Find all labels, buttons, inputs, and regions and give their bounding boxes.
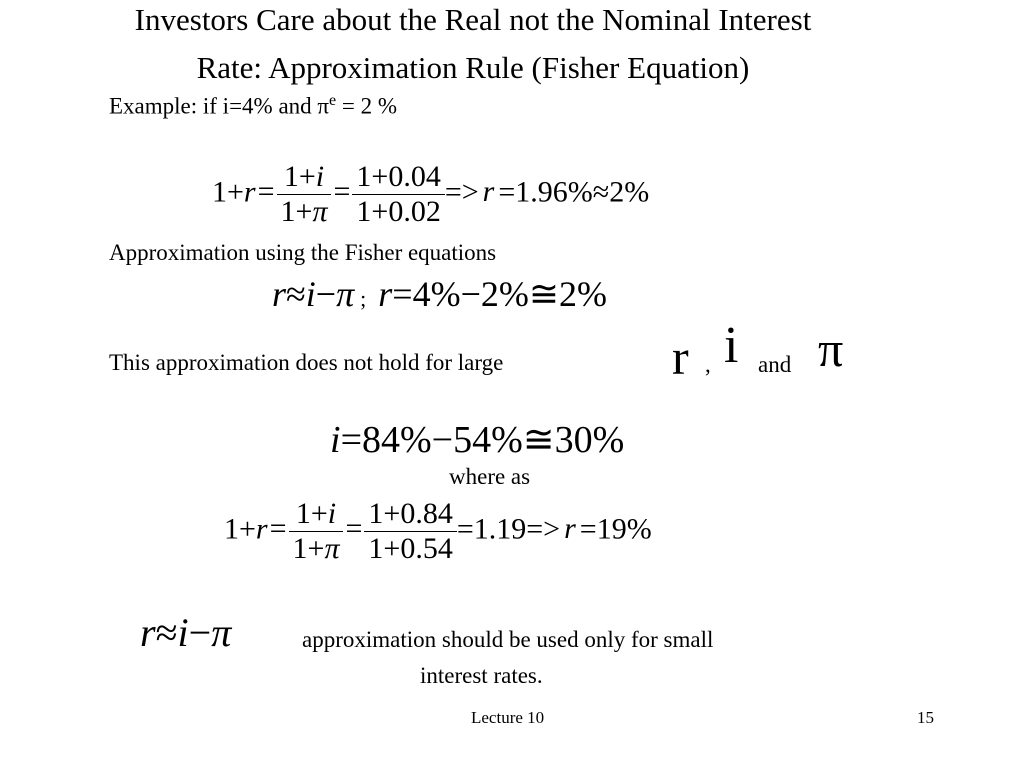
eq1-frac2-num: 1+0.04 xyxy=(356,160,441,193)
eq2-r: r xyxy=(272,274,287,314)
large-rates-text: This approximation does not hold for large xyxy=(109,350,504,375)
eq2-minus: − xyxy=(315,274,337,314)
equation-large-example xyxy=(330,418,624,462)
eq4-frac1-den-one-plus: 1+ xyxy=(292,532,325,565)
large-pi: π xyxy=(818,321,844,377)
eq4-fraction-numeric xyxy=(364,497,456,566)
eq4-lhs-one-plus: 1+ xyxy=(224,512,256,546)
example-superscript-e: e xyxy=(329,92,337,109)
slide-title xyxy=(0,0,946,92)
where-as-text: where as xyxy=(449,464,531,489)
example-suffix: = 2 % xyxy=(341,93,398,119)
eq4-fraction-symbolic xyxy=(289,497,344,566)
eq1-equals-2: = xyxy=(333,175,351,209)
example-pi: π xyxy=(317,93,330,119)
eq1-lhs-r: r xyxy=(243,175,256,209)
equation-approx-final xyxy=(140,610,231,656)
large-and: and xyxy=(758,352,792,377)
eq4-result-b: =19% xyxy=(579,512,652,546)
final-r: r xyxy=(140,610,156,655)
eq2-r2: r xyxy=(378,274,393,314)
eq1-frac1-num-i: i xyxy=(315,160,325,193)
title-line-2: Rate: Approximation Rule (Fisher Equation) xyxy=(196,50,750,85)
example-line xyxy=(109,92,397,120)
eq3-i: i xyxy=(330,419,341,461)
equation-approx-1 xyxy=(272,273,607,320)
eq1-frac1-den-pi: π xyxy=(312,195,328,228)
eq2-separator: ; xyxy=(360,286,367,311)
large-comma: , xyxy=(705,352,711,377)
equation-exact-1 xyxy=(212,160,649,229)
eq1-fraction-numeric xyxy=(352,160,444,229)
eq4-frac2-num: 1+0.84 xyxy=(368,497,453,530)
eq1-frac2-den: 1+0.02 xyxy=(352,194,444,229)
final-text-line-2: interest rates. xyxy=(420,663,543,688)
eq1-equals: = xyxy=(257,175,275,209)
eq1-frac1-den-one-plus: 1+ xyxy=(280,195,313,228)
example-prefix: Example: if i=4% and xyxy=(109,93,312,119)
eq4-equals-2: = xyxy=(345,512,363,546)
eq4-equals: = xyxy=(269,512,287,546)
title-line-1: Investors Care about the Real not the Nominal Interest xyxy=(134,2,812,37)
eq4-result-a: =1.19=> xyxy=(456,512,561,546)
eq1-r: r xyxy=(482,175,495,209)
eq1-result: =1.96%≈2% xyxy=(498,175,650,209)
eq3-rest: =84%−54%≅30% xyxy=(340,419,625,461)
footer-page-number: 15 xyxy=(917,708,934,727)
eq1-implies: => xyxy=(444,175,479,209)
final-pi: π xyxy=(211,610,232,655)
eq4-frac1-num-i: i xyxy=(327,497,337,530)
equation-exact-2 xyxy=(224,497,652,566)
eq1-fraction-symbolic xyxy=(277,160,332,229)
large-r: r xyxy=(672,329,689,385)
eq4-frac2-den: 1+0.54 xyxy=(364,531,456,566)
large-i: i xyxy=(724,317,739,374)
eq2-rest: =4%−2%≅2% xyxy=(392,274,608,314)
eq4-frac1-den-pi: π xyxy=(324,532,340,565)
eq4-frac1-num-one-plus: 1+ xyxy=(295,497,328,530)
eq2-approx: ≈ xyxy=(286,274,306,314)
fisher-heading: Approximation using the Fisher equations xyxy=(109,240,497,265)
footer-lecture: Lecture 10 xyxy=(471,708,545,727)
final-i: i xyxy=(177,610,189,655)
eq2-pi: π xyxy=(336,274,355,314)
eq1-frac1-num-one-plus: 1+ xyxy=(283,160,316,193)
eq4-lhs-r: r xyxy=(255,512,268,546)
final-minus: − xyxy=(188,610,212,655)
final-text-line-1: approximation should be used only for small xyxy=(302,627,714,652)
eq4-r: r xyxy=(564,512,576,546)
eq2-i: i xyxy=(305,274,316,314)
final-approx: ≈ xyxy=(155,610,178,655)
eq1-lhs-one-plus: 1+ xyxy=(212,175,244,209)
